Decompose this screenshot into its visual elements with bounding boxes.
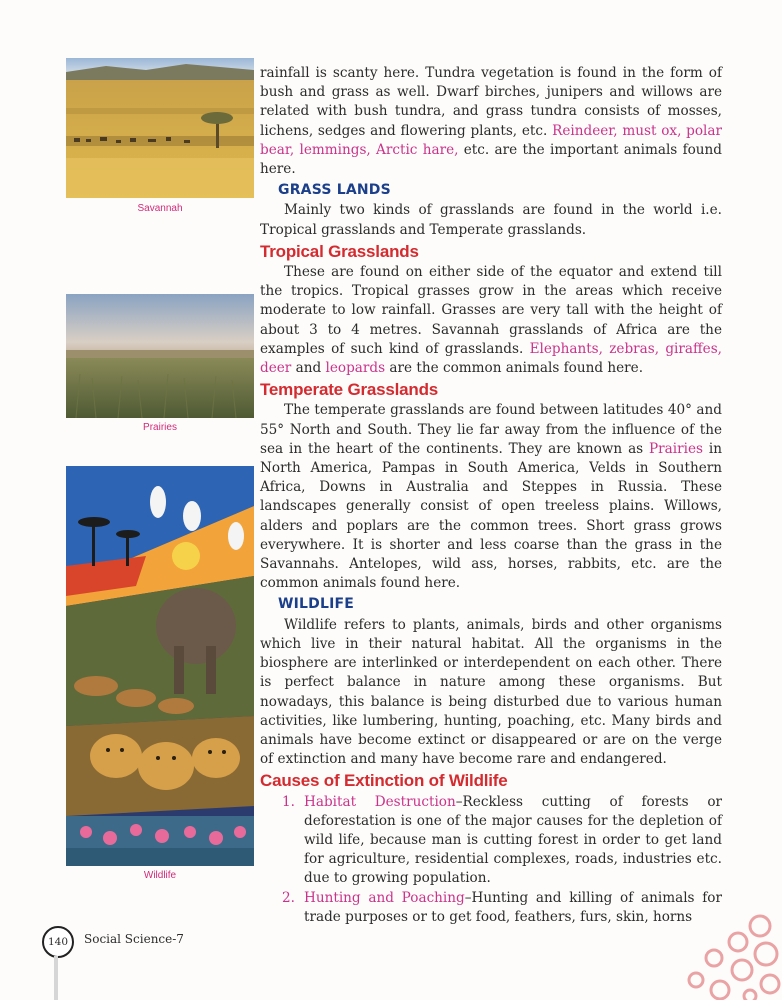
tundra-paragraph <box>260 64 722 179</box>
cause-number: 2. <box>282 889 295 906</box>
tundra-end: etc. are the important animals found here. <box>260 141 722 178</box>
temperate-paragraph <box>260 401 722 593</box>
list-item <box>260 889 722 927</box>
cause-number: 1. <box>282 793 295 810</box>
wildlife-collage <box>66 466 254 866</box>
cause-text: –Reckless cutting of forests or deforestation is one of the major causes for the depletion of wild life, because man is cutting forest in order to get land for agriculture, residential complexes, roads, industries etc. due to growing population. <box>304 793 723 887</box>
temperate-prairies: Prairies <box>649 440 703 457</box>
tropical-and: and <box>291 360 326 377</box>
causes-heading: Causes of Extinction of Wildlife <box>260 771 508 791</box>
savannah-photo <box>66 58 254 198</box>
tropical-animals-2: leopards <box>325 360 386 377</box>
wildlife-heading: WILDLIFE <box>278 596 355 613</box>
book-title: Social Science-7 <box>84 932 184 946</box>
temperate-heading: Temperate Grasslands <box>260 380 439 400</box>
page-marker-tail <box>54 956 58 1000</box>
temperate-text-1: The temperate grasslands are found between latitudes 40° and 55° North and South. They lie far away from the influence of the sea in the heart of the continents. They are known as <box>260 402 722 457</box>
tropical-heading: Tropical Grasslands <box>260 241 419 261</box>
cause-title: Hunting and Poaching <box>304 889 465 906</box>
grasslands-paragraph: Mainly two kinds of grasslands are found in the world i.e. Tropical grasslands and Temperate grasslands. <box>260 202 722 238</box>
wildlife-paragraph: Wildlife refers to plants, animals, birds and other organisms which live in their natural habitat. All the organisms in the biosphere are interlinked or interdependent on each other. There is perfect balance in nature among these organisms. But nowadays, this balance is being disturbed due to various human activities, like lumbering, hunting, poaching, etc. Many birds and animals have become extinct or disappeared or are on the verge of extinction and many have become rare and endangered. <box>260 616 722 768</box>
grasslands-heading: GRASS LANDS <box>278 182 391 199</box>
main-text-column <box>260 64 722 927</box>
prairies-photo <box>66 294 254 418</box>
tropical-paragraph <box>260 263 722 378</box>
temperate-text-2: in North America, Pampas in South America, Velds in Southern Africa, Downs in Australia and Steppes in Russia. These landscapes generally consist of open treeless plains. Willows, alders and poplars are the common trees. Short grass grows everywhere. It is shorter and less coarse than the grass in the Savannahs. Antelopes, wild ass, horses, rabbits, etc. are the common animals found here. <box>260 440 722 592</box>
list-item <box>260 793 722 889</box>
cause-title: Habitat Destruction <box>304 793 456 810</box>
tropical-text: These are found on either side of the equator and extend till the tropics. Tropical grasses grow in the areas which receive moderate to low rainfall. Grasses are very tall with the height of about 3 to 4 metres. Savannah grasslands of Africa are the examples of such kind of grasslands. <box>260 264 722 357</box>
savannah-caption: Savannah <box>137 203 183 214</box>
tropical-animals-1: Elephants, zebras, giraffes, deer <box>260 340 722 377</box>
wildlife-caption: Wildlife <box>143 870 177 881</box>
tundra-text: rainfall is scanty here. Tundra vegetation is found in the form of bush and grass as well. Dwarf birches, junipers and willows are related with bush tundra, and grass tundra consists of mosses, lichens, sedges and flowering plants, etc. <box>260 65 722 139</box>
page-number: 140 <box>42 926 74 958</box>
causes-list <box>260 793 722 927</box>
tundra-animals: Reindeer, must ox, polar bear, lemmings, Arctic hare, <box>260 122 722 158</box>
decorative-circles-icon <box>680 906 782 1000</box>
tropical-end: are the common animals found here. <box>385 360 644 377</box>
prairies-caption: Prairies <box>143 422 177 433</box>
cause-text: –Hunting and killing of animals for trade purposes or to get food, feathers, furs, skin, horns <box>304 889 722 925</box>
